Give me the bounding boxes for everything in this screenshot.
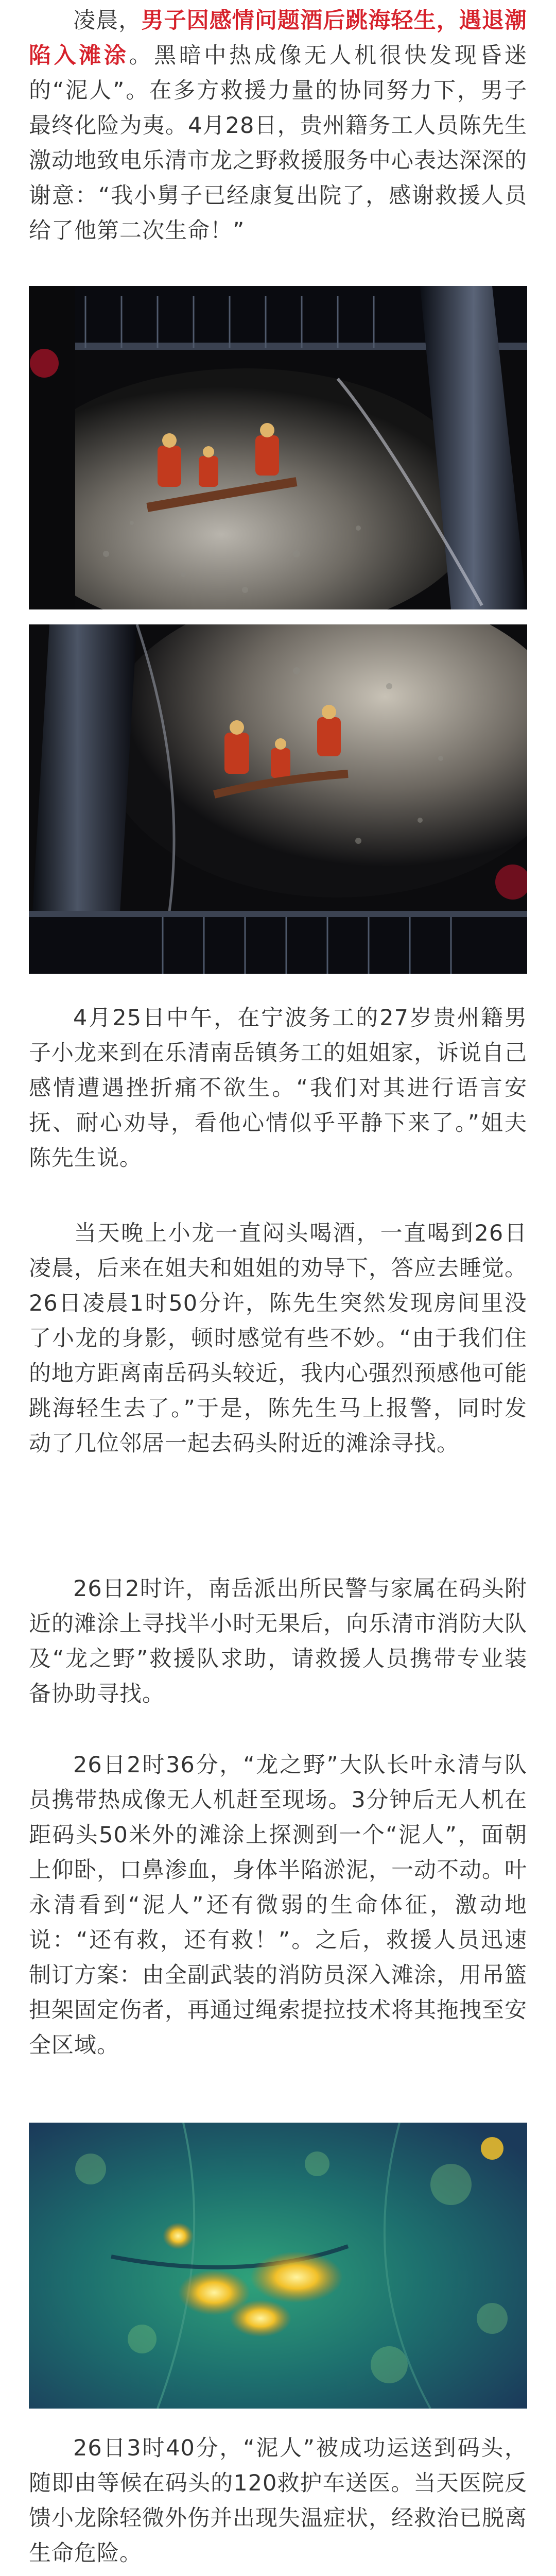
rescue-photo-1 <box>29 286 527 609</box>
paragraph-3-text: 26日2时许，南岳派出所民警与家属在码头附近的滩涂上寻找半小时无果后，向乐清市消防大队及“龙之野”救援队求助，请救援人员携带专业装备协助寻找。 <box>29 1576 527 1707</box>
paragraph-4 <box>29 1748 527 2063</box>
intro-paragraph <box>29 3 527 248</box>
intro-lead: 凌晨， <box>73 8 142 33</box>
paragraph-3 <box>29 1571 527 1711</box>
intro-highlight: 男子因感情问题酒后跳海轻生，遇退潮陷入滩涂 <box>29 8 528 69</box>
paragraph-5 <box>29 2431 527 2571</box>
paragraph-5-text: 26日3时40分，“泥人”被成功运送到码头，随即由等候在码头的120救护车送医。当天医院反馈小龙除轻微外伤并出现失温症状，经救治已脱离生命危险。 <box>29 2435 527 2566</box>
paragraph-1-text: 4月25日中午，在宁波务工的27岁贵州籍男子小龙来到在乐清南岳镇务工的姐姐家，诉说自己感情遭遇挫折痛不欲生。“我们对其进行语言安抚、耐心劝导，看他心情似乎平静下来了。”姐夫陈先生说。 <box>29 1005 527 1171</box>
intro-rest: 。黑暗中热成像无人机很快发现昏迷的“泥人”。在多方救援力量的协同努力下，男子最终化险为夷。4月28日，贵州籍务工人员陈先生激动地致电乐清市龙之野救援服务中心表达深深的谢意：“我小舅子已经康复出院了，感谢救援人员给了他第二次生命！” <box>29 43 528 244</box>
paragraph-2 <box>29 1216 527 1461</box>
paragraph-1 <box>29 1001 527 1176</box>
paragraph-2-text: 当天晚上小龙一直闷头喝酒，一直喝到26日凌晨，后来在姐夫和姐姐的劝导下，答应去睡觉。26日凌晨1时50分许，陈先生突然发现房间里没了小龙的身影，顿时感觉有些不妙。“由于我们住的地方距离南岳码头较近，我内心强烈预感他可能跳海轻生去了。”于是，陈先生马上报警，同时发动了几位邻居一起去码头附近的滩涂寻找。 <box>29 1221 527 1456</box>
rescue-photo-2 <box>29 624 527 974</box>
thermal-drone-photo <box>29 2123 527 2409</box>
paragraph-4-text: 26日2时36分，“龙之野”大队长叶永清与队员携带热成像无人机赶至现场。3分钟后无人机在距码头50米外的滩涂上探测到一个“泥人”，面朝上仰卧，口鼻渗血，身体半陷淤泥，一动不动。叶永清看到“泥人”还有微弱的生命体征，激动地说：“还有救，还有救！”。之后，救援人员迅速制订方案：由全副武装的消防员深入滩涂，用吊篮担架固定伤者，再通过绳索提拉技术将其拖拽至安全区域。 <box>29 1752 527 2058</box>
